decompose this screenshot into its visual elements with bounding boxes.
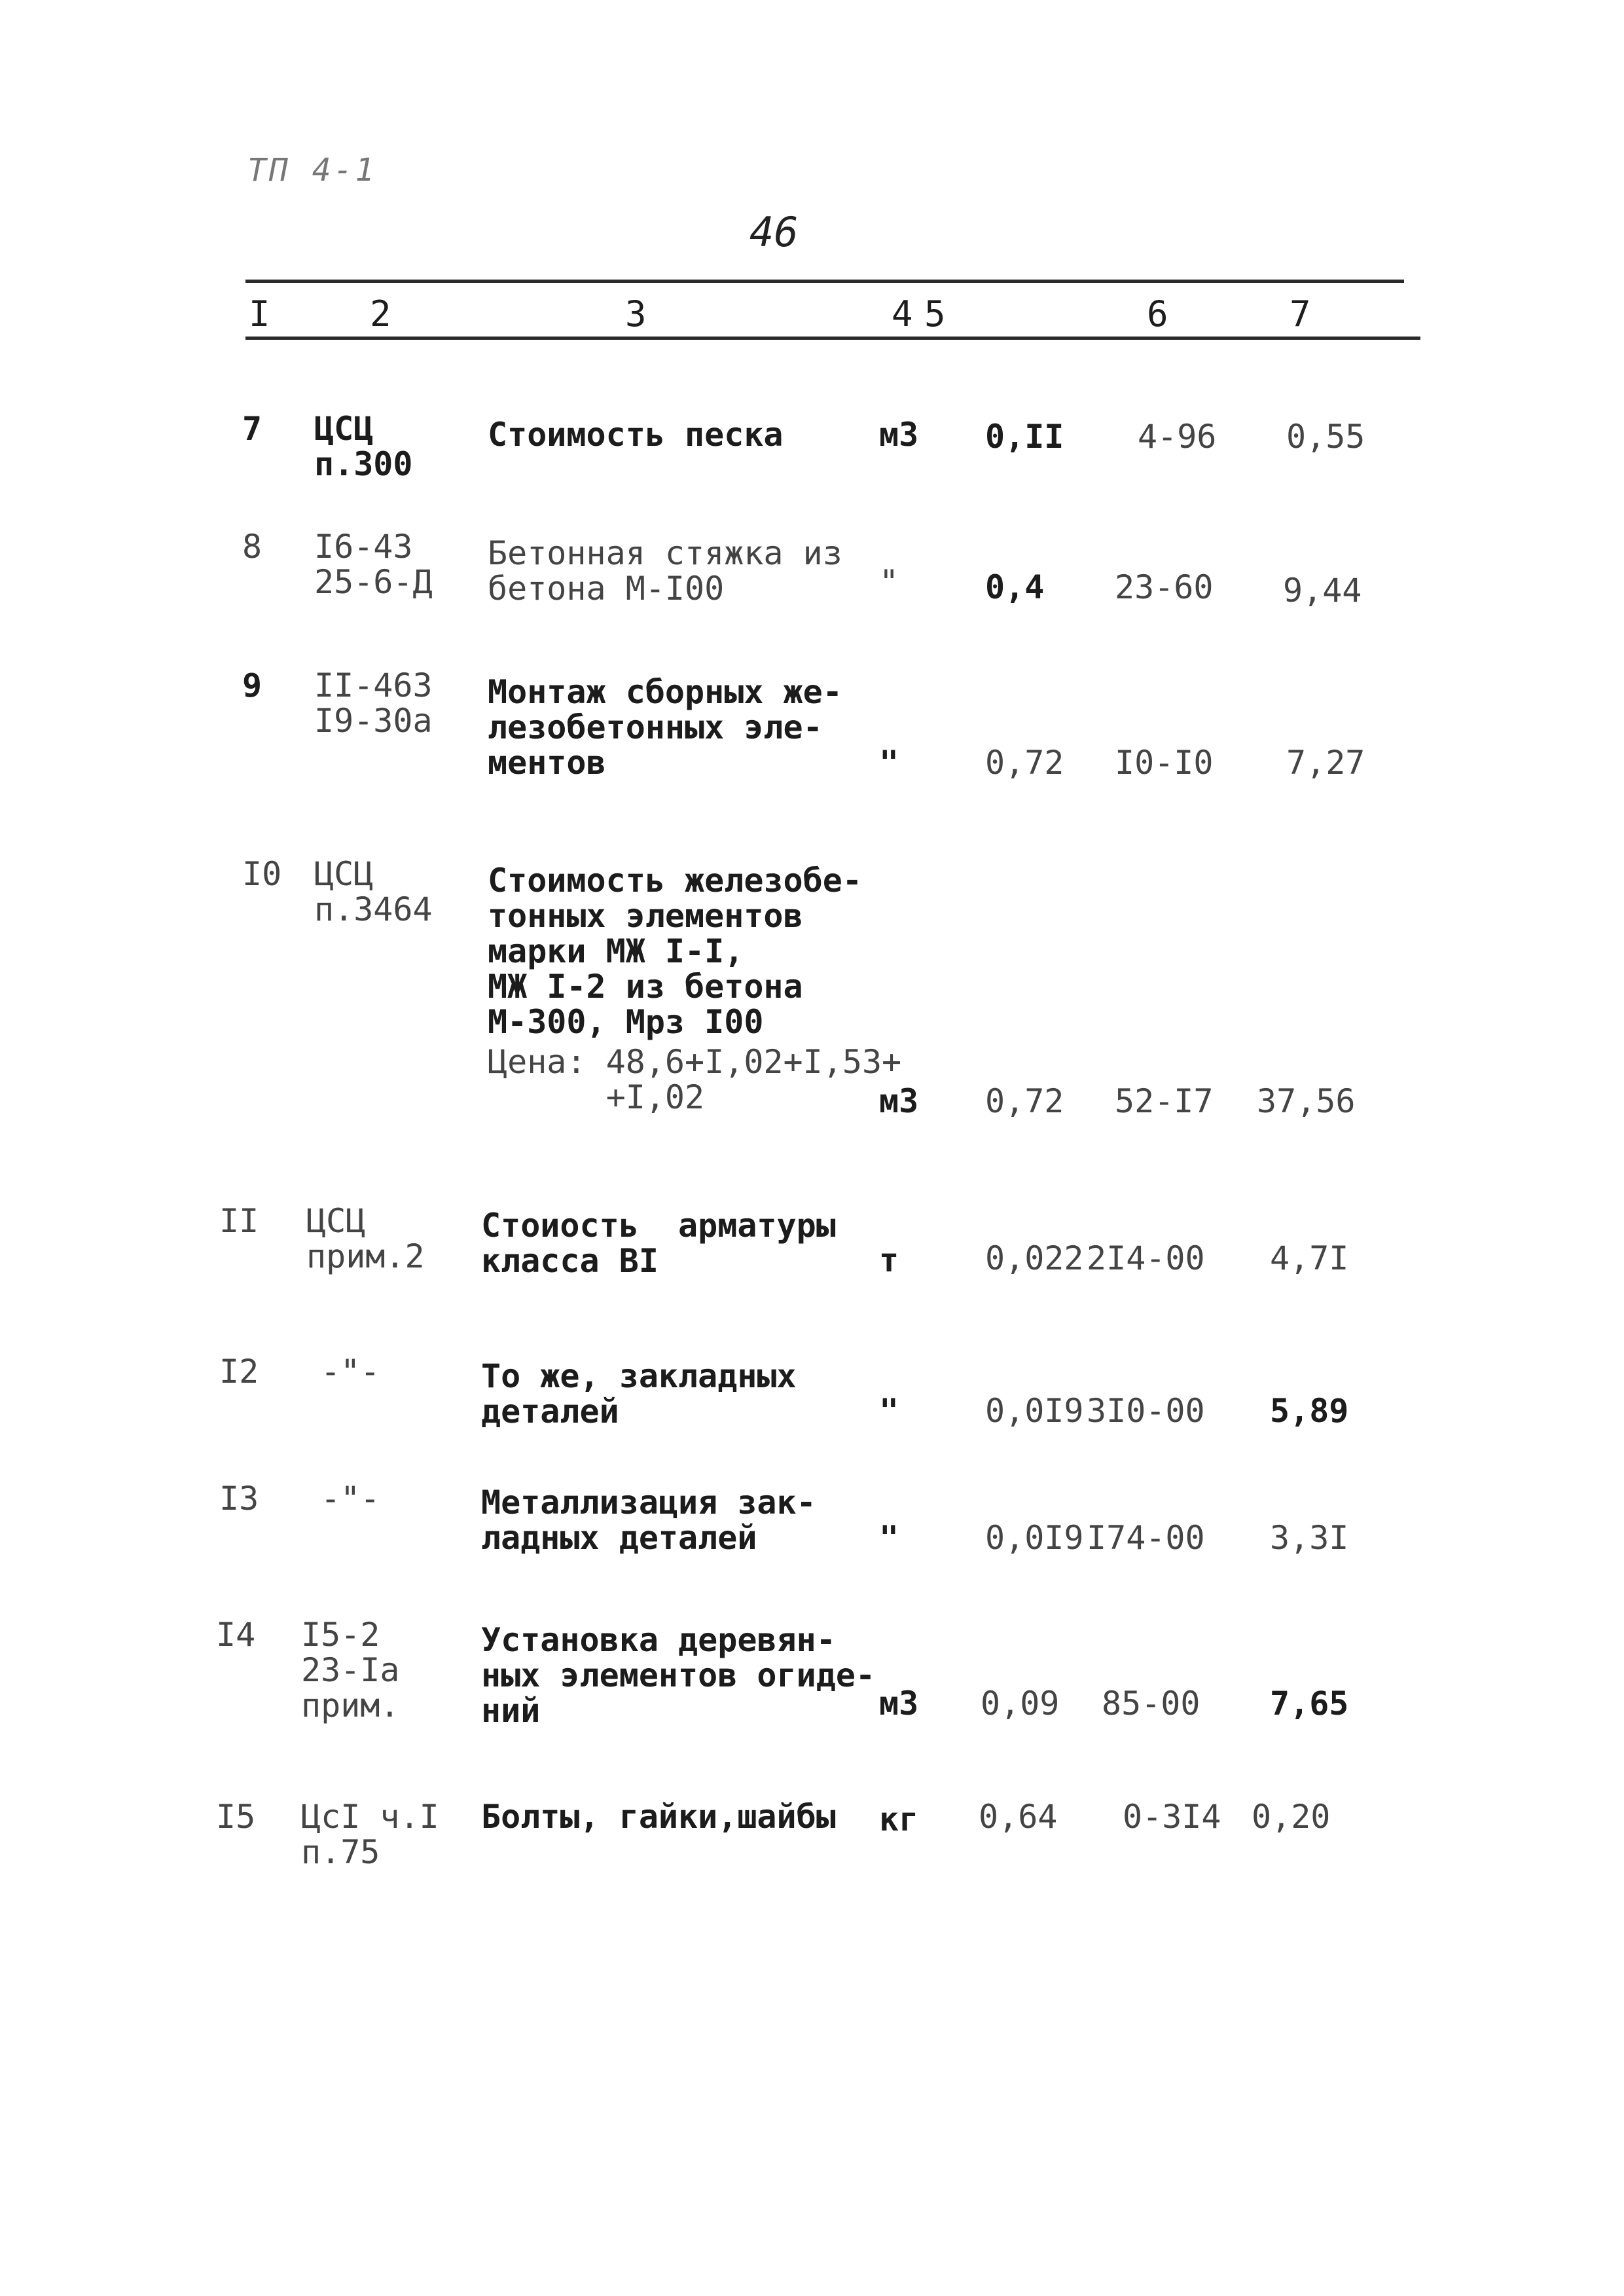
row-number: I5	[216, 1798, 256, 1836]
row-description: Стоиость арматуры класса BI	[481, 1207, 836, 1280]
row-quantity: 0,II	[985, 418, 1064, 456]
row-unit-price: 3I0-00	[1087, 1392, 1205, 1430]
row-unit: м3	[879, 416, 919, 454]
row-total: 7,27	[1286, 744, 1365, 782]
row-description: Установка деревян- ных элементов огиде- ний	[481, 1621, 876, 1730]
row-description: Монтаж сборных же- лезобетонных эле- ментов	[488, 673, 842, 782]
row-code: ЦсI ч.I п.75	[301, 1798, 439, 1871]
row-quantity: 0,4	[985, 568, 1045, 606]
row-quantity: 0,72	[985, 744, 1064, 782]
row-price-note: Цена: 48,6+I,02+I,53+ +I,02	[488, 1043, 902, 1116]
row-number: I0	[242, 855, 282, 893]
row-total: 3,3I	[1270, 1519, 1349, 1557]
row-quantity: 0,022	[985, 1239, 1084, 1277]
header-top-rule	[245, 280, 1404, 283]
row-total: 0,20	[1252, 1798, 1331, 1836]
row-unit: "	[879, 1392, 899, 1430]
row-unit: м3	[879, 1685, 919, 1722]
row-number: 8	[242, 528, 262, 566]
row-quantity: 0,0I9	[985, 1392, 1084, 1430]
row-unit: "	[879, 1519, 899, 1557]
row-unit: м3	[879, 1082, 919, 1120]
row-description: Металлизация зак- ладных деталей	[481, 1484, 816, 1557]
row-description: Бетонная стяжка из бетона М-I00	[488, 534, 842, 608]
row-total: 5,89	[1270, 1392, 1349, 1430]
row-unit-price: 2I4-00	[1087, 1239, 1205, 1277]
row-unit-price: 4-96	[1138, 418, 1217, 456]
column-header-7: 7	[1290, 293, 1311, 335]
row-code: I5-2 23-Iа прим.	[301, 1616, 400, 1724]
row-number: 7	[242, 410, 262, 448]
row-number: 9	[242, 666, 262, 704]
row-code: II-463 I9-30а	[314, 666, 433, 740]
document-code: ТП 4-1	[247, 152, 377, 189]
row-description: Болты, гайки,шайбы	[481, 1798, 836, 1836]
row-description: То же, закладных деталей	[481, 1357, 797, 1430]
row-unit-price: I74-00	[1087, 1519, 1205, 1557]
row-description: Стоимость железобе- тонных элементов марки МЖ I-I, МЖ I-2 из бетона М-300, Мрз I00	[488, 862, 862, 1041]
row-number: II	[219, 1202, 259, 1240]
row-total: 0,55	[1286, 418, 1365, 456]
row-unit-price: 52-I7	[1115, 1082, 1214, 1120]
header-bottom-rule	[245, 337, 1420, 340]
column-header-1: I	[249, 293, 270, 335]
row-unit: "	[879, 744, 899, 782]
column-header-6: 6	[1147, 293, 1168, 335]
row-total: 9,44	[1283, 572, 1362, 610]
row-unit-price: 85-00	[1102, 1685, 1200, 1722]
row-code: ЦСЦ п.300	[314, 410, 413, 483]
row-description: Стоимость песка	[488, 416, 784, 454]
row-number: I2	[219, 1353, 259, 1391]
row-total: 7,65	[1270, 1685, 1349, 1722]
column-header-2: 2	[370, 293, 391, 335]
row-number: I4	[216, 1616, 256, 1654]
row-quantity: 0,09	[981, 1685, 1060, 1722]
page-number: 46	[749, 208, 799, 256]
row-unit-price: 0-3I4	[1123, 1798, 1221, 1836]
row-number: I3	[219, 1480, 259, 1518]
row-code: ЦСЦ прим.2	[306, 1202, 425, 1275]
row-code: I6-43 25-6-Д	[314, 528, 433, 601]
row-quantity: 0,0I9	[985, 1519, 1084, 1557]
row-unit: т	[879, 1241, 899, 1279]
row-quantity: 0,72	[985, 1082, 1064, 1120]
row-total: 4,7I	[1270, 1239, 1349, 1277]
row-unit-price: I0-I0	[1115, 744, 1214, 782]
row-code: -"-	[321, 1480, 380, 1518]
row-unit: "	[879, 563, 899, 601]
column-header-5: 5	[924, 293, 946, 335]
row-unit: кг	[879, 1800, 919, 1838]
row-total: 37,56	[1257, 1082, 1356, 1120]
row-quantity: 0,64	[979, 1798, 1058, 1836]
column-header-4: 4	[892, 293, 913, 335]
row-code: -"-	[321, 1353, 380, 1391]
column-header-3: 3	[625, 293, 647, 335]
row-unit-price: 23-60	[1115, 568, 1214, 606]
row-code: ЦСЦ п.3464	[314, 855, 433, 928]
